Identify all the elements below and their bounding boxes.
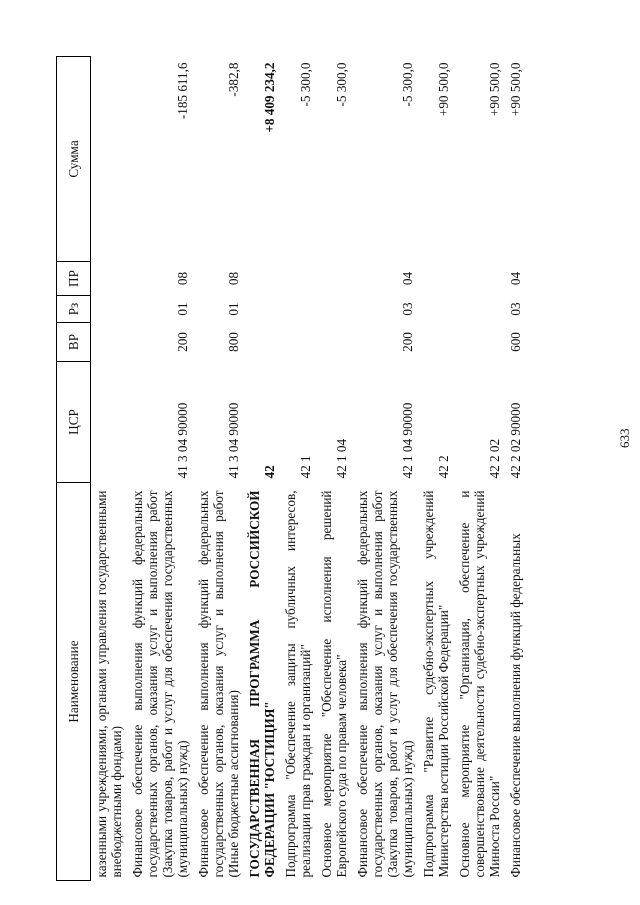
table-header-row — [57, 57, 91, 881]
row-csr: 42 2 02 — [487, 438, 502, 479]
row-vr: 200 — [175, 332, 190, 352]
table-row — [318, 57, 354, 881]
row-csr: 42 1 04 90000 — [400, 402, 415, 479]
table-row — [91, 57, 130, 881]
row-sum — [91, 57, 130, 262]
row-csr: 41 3 04 90000 — [175, 402, 190, 479]
row-name: Финансовое обеспечение выполнения функций федеральных государственных органов, оказания услуг и выполнения работ (Закупка товаров, работ и услуг для обеспечения государственных (муниципальных) нужд) — [355, 490, 415, 878]
header-name: Наименование — [57, 483, 91, 881]
row-sum: -382,8 — [226, 62, 241, 97]
row-pr — [91, 262, 130, 296]
row-rz: 03 — [400, 302, 415, 316]
row-sum: -185 611,6 — [175, 62, 190, 120]
budget-table-rotated — [56, 57, 612, 881]
table-row — [195, 57, 246, 881]
row-pr — [246, 262, 282, 296]
row-csr: 42 2 02 90000 — [508, 402, 523, 479]
row-name: Основное мероприятие "Организация, обеспечение и совершенствование деятельности судебно-экспертных учреждений Минюста России" — [457, 490, 502, 878]
table-row — [507, 57, 528, 881]
row-name: Финансовое обеспечение выполнения функций федеральных государственных органов, оказания услуг и выполнения работ (Иные бюджетные ассигнования) — [196, 490, 241, 878]
page-number: 633 — [617, 428, 632, 448]
table-row — [246, 57, 282, 881]
row-rz: 01 — [175, 302, 190, 316]
header-sum: Сумма — [57, 57, 91, 262]
table-row — [282, 57, 318, 881]
row-sum: -5 300,0 — [298, 62, 313, 107]
row-name: ГОСУДАРСТВЕННАЯ ПРОГРАММА РОССИЙСКОЙ ФЕДЕРАЦИИ "ЮСТИЦИЯ" — [247, 490, 277, 878]
table-row — [456, 57, 507, 881]
row-name: Подпрограмма "Развитие судебно-экспертных учреждений Министерства юстиции Российской Федерации" — [421, 490, 451, 878]
budget-table — [56, 56, 528, 881]
row-rz — [91, 296, 130, 323]
row-pr — [420, 262, 456, 296]
header-pr: ПР — [57, 262, 91, 296]
row-sum: +90 500,0 — [436, 62, 451, 117]
table-row — [420, 57, 456, 881]
row-pr — [318, 262, 354, 296]
row-rz — [318, 296, 354, 323]
row-pr — [282, 262, 318, 296]
row-rz — [246, 296, 282, 323]
row-sum: -5 300,0 — [334, 62, 349, 107]
row-pr: 04 — [400, 271, 415, 286]
row-vr: 600 — [508, 332, 523, 352]
row-name: Финансовое обеспечение выполнения функций федеральных государственных органов, оказания услуг и выполнения работ (Закупка товаров, работ и услуг для обеспечения государственных (муниципальных) нужд) — [130, 490, 190, 878]
row-vr: 800 — [226, 332, 241, 352]
row-name: Финансовое обеспечение выполнения функций федеральных — [508, 533, 523, 878]
row-rz: 03 — [508, 302, 523, 316]
row-sum: +90 500,0 — [508, 62, 523, 117]
table-row — [354, 57, 420, 881]
row-vr — [282, 323, 318, 362]
row-csr: 42 1 04 — [334, 438, 349, 479]
row-csr: 42 1 — [298, 455, 313, 479]
header-csr: ЦСР — [57, 362, 91, 483]
row-rz — [420, 296, 456, 323]
row-vr — [420, 323, 456, 362]
row-pr: 04 — [508, 271, 523, 286]
row-rz — [282, 296, 318, 323]
row-sum: -5 300,0 — [400, 62, 415, 107]
row-vr — [91, 323, 130, 362]
row-name: Подпрограмма "Обеспечение защиты публичных интересов, реализации прав граждан и организаций" — [283, 490, 313, 878]
row-sum: +90 500,0 — [487, 62, 502, 117]
row-vr — [318, 323, 354, 362]
row-pr: 08 — [175, 271, 190, 286]
row-vr — [246, 323, 282, 362]
row-csr: 42 2 — [436, 455, 451, 479]
row-csr: 41 3 04 90000 — [226, 402, 241, 479]
row-name: Основное мероприятие "Обеспечение исполнения решений Европейского суда по правам человека" — [319, 490, 349, 878]
row-pr: 08 — [226, 271, 241, 286]
table-row — [129, 57, 195, 881]
row-sum: +8 409 234,2 — [262, 62, 277, 133]
row-rz: 01 — [226, 302, 241, 316]
row-name: казенными учреждениями, органами управления государственными внебюджетными фондами) — [94, 490, 124, 878]
row-pr — [456, 262, 507, 296]
header-vr: ВР — [57, 323, 91, 362]
row-vr: 200 — [400, 332, 415, 352]
row-vr — [456, 323, 507, 362]
row-rz — [456, 296, 507, 323]
row-csr: 42 — [262, 465, 277, 479]
header-rz: Рз — [57, 296, 91, 323]
row-csr — [91, 362, 130, 483]
